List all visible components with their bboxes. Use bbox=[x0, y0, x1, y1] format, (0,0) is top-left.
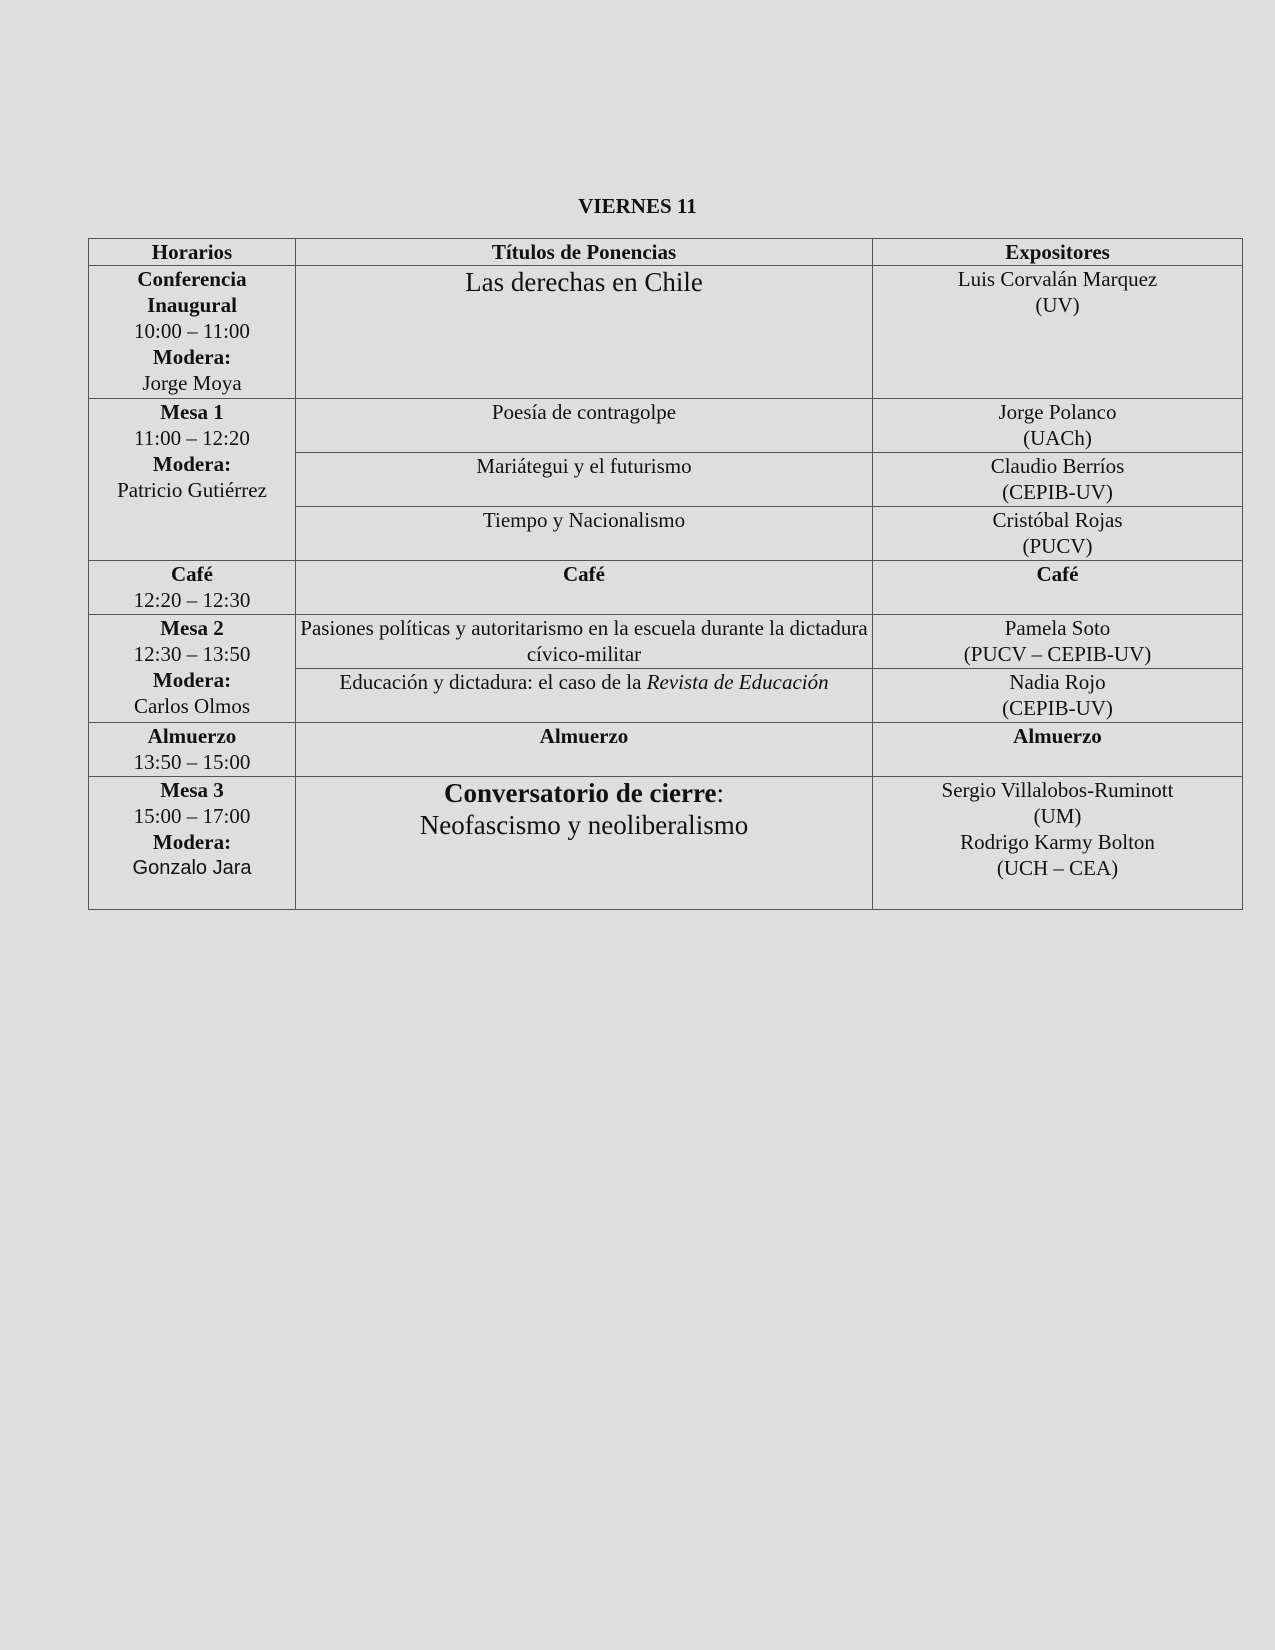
mesa1-modera-label: Modera: bbox=[152, 452, 232, 476]
conferencia-speaker: Luis Corvalán Marquez bbox=[957, 267, 1158, 291]
mesa1-talk1-speaker: Jorge Polanco bbox=[998, 400, 1117, 424]
mesa3-title-line2: Neofascismo y neoliberalismo bbox=[419, 810, 749, 840]
mesa1-talk2-speaker: Claudio Berríos bbox=[990, 454, 1125, 478]
page-title: VIERNES 11 bbox=[578, 194, 697, 218]
mesa3-title-bold: Conversatorio de cierre bbox=[444, 778, 717, 808]
conferencia-time: 10:00 – 11:00 bbox=[134, 319, 250, 343]
almuerzo-row bbox=[89, 723, 1243, 777]
mesa2-row-1 bbox=[89, 615, 1243, 669]
mesa3-speakers-cell bbox=[873, 777, 1243, 910]
mesa2-talk2-speaker: Nadia Rojo bbox=[1009, 670, 1106, 694]
mesa2-talk1-speaker: Pamela Soto bbox=[1004, 616, 1111, 640]
mesa2-name: Mesa 2 bbox=[160, 616, 224, 640]
mesa1-schedule-cell bbox=[89, 399, 296, 561]
mesa1-row-1 bbox=[89, 399, 1243, 453]
conferencia-affiliation: (UV) bbox=[1035, 293, 1080, 317]
almuerzo-speaker: Almuerzo bbox=[873, 723, 1243, 777]
mesa1-talk2-title: Mariátegui y el futurismo bbox=[296, 453, 873, 507]
mesa1-talk1-title: Poesía de contragolpe bbox=[296, 399, 873, 453]
mesa3-speaker1: Sergio Villalobos-Ruminott bbox=[941, 778, 1174, 802]
conferencia-row bbox=[89, 266, 1243, 399]
mesa3-schedule-cell bbox=[89, 777, 296, 910]
mesa3-name: Mesa 3 bbox=[160, 778, 224, 802]
cafe-name: Café bbox=[171, 562, 213, 586]
conferencia-speaker-cell bbox=[873, 266, 1243, 399]
cafe-schedule-cell bbox=[89, 561, 296, 615]
mesa3-affiliation2: (UCH – CEA) bbox=[996, 856, 1119, 880]
mesa2-talk2-title-prefix: Educación y dictadura: el caso de la bbox=[339, 670, 647, 694]
conferencia-name-2: Inaugural bbox=[147, 293, 237, 317]
mesa3-title-cell bbox=[296, 777, 873, 910]
mesa2-talk2-title-cell bbox=[296, 669, 873, 723]
cafe-title: Café bbox=[296, 561, 873, 615]
mesa2-talk2-affiliation: (CEPIB-UV) bbox=[1002, 696, 1113, 720]
almuerzo-title: Almuerzo bbox=[296, 723, 873, 777]
mesa1-time: 11:00 – 12:20 bbox=[134, 426, 250, 450]
cafe-time: 12:20 – 12:30 bbox=[133, 588, 251, 612]
header-horarios: Horarios bbox=[89, 239, 296, 266]
header-row bbox=[89, 239, 1243, 266]
mesa1-talk1-affiliation: (UACh) bbox=[1023, 426, 1092, 450]
mesa3-affiliation1: (UM) bbox=[1033, 804, 1082, 828]
mesa1-talk3-title: Tiempo y Nacionalismo bbox=[296, 507, 873, 561]
cafe-speaker: Café bbox=[873, 561, 1243, 615]
mesa1-talk1-speaker-cell bbox=[873, 399, 1243, 453]
mesa2-schedule-cell bbox=[89, 615, 296, 723]
almuerzo-time: 13:50 – 15:00 bbox=[133, 750, 251, 774]
mesa2-modera-label: Modera: bbox=[152, 668, 232, 692]
conferencia-modera-label: Modera: bbox=[152, 345, 232, 369]
mesa3-speaker2: Rodrigo Karmy Bolton bbox=[960, 830, 1155, 854]
mesa3-title-colon: : bbox=[716, 778, 724, 808]
mesa2-talk1-title: Pasiones políticas y autoritarismo en la escuela durante la dictadura cívico-militar bbox=[296, 615, 873, 669]
mesa3-moderator: Gonzalo Jara bbox=[132, 857, 252, 879]
conferencia-schedule-cell bbox=[89, 266, 296, 399]
mesa1-talk2-speaker-cell bbox=[873, 453, 1243, 507]
mesa2-moderator: Carlos Olmos bbox=[133, 694, 251, 718]
mesa2-talk2-title-italic: Revista de Educación bbox=[646, 670, 829, 694]
mesa1-talk3-speaker: Cristóbal Rojas bbox=[992, 508, 1123, 532]
mesa2-talk1-speaker-cell bbox=[873, 615, 1243, 669]
mesa1-moderator: Patricio Gutiérrez bbox=[117, 478, 267, 502]
mesa2-talk2-speaker-cell bbox=[873, 669, 1243, 723]
conferencia-moderator: Jorge Moya bbox=[142, 371, 242, 395]
header-titulos: Títulos de Ponencias bbox=[296, 239, 873, 266]
schedule-table bbox=[88, 238, 1243, 910]
mesa3-row bbox=[89, 777, 1243, 910]
almuerzo-schedule-cell bbox=[89, 723, 296, 777]
mesa2-time: 12:30 – 13:50 bbox=[133, 642, 251, 666]
mesa1-talk2-affiliation: (CEPIB-UV) bbox=[1002, 480, 1113, 504]
conferencia-title: Las derechas en Chile bbox=[465, 267, 703, 297]
mesa3-modera-label: Modera: bbox=[152, 830, 232, 854]
almuerzo-name: Almuerzo bbox=[147, 724, 237, 748]
cafe-row bbox=[89, 561, 1243, 615]
mesa3-time: 15:00 – 17:00 bbox=[133, 804, 251, 828]
mesa1-name: Mesa 1 bbox=[160, 400, 224, 424]
mesa1-talk3-speaker-cell bbox=[873, 507, 1243, 561]
conferencia-name-1: Conferencia bbox=[137, 267, 247, 291]
mesa1-talk3-affiliation: (PUCV) bbox=[1022, 534, 1093, 558]
mesa2-talk1-affiliation: (PUCV – CEPIB-UV) bbox=[963, 642, 1152, 666]
conferencia-title-cell bbox=[296, 266, 873, 399]
header-expositores: Expositores bbox=[873, 239, 1243, 266]
